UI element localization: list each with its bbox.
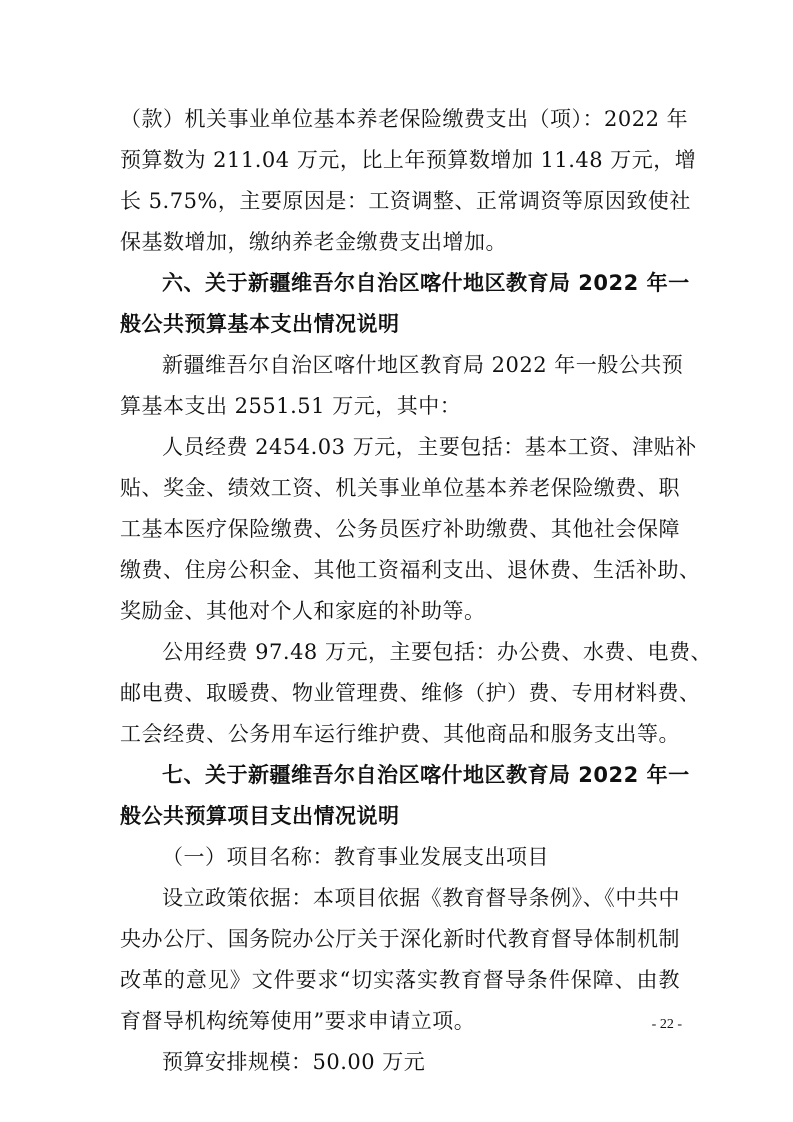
paragraph-line: 人员经费 2454.03 万元，主要包括：基本工资、津贴补: [162, 435, 697, 459]
paragraph-line: （款）机关事业单位基本养老保险缴费支出（项）：2022 年: [120, 107, 689, 131]
section-heading: 般公共预算项目支出情况说明: [120, 804, 400, 828]
section-heading: 七、关于新疆维吾尔自治区喀什地区教育局 2022 年一: [162, 763, 690, 787]
section-heading: 般公共预算基本支出情况说明: [120, 312, 400, 336]
paragraph-line: 育督导机构统筹使用”要求申请立项。: [120, 1009, 476, 1033]
paragraph-line: 长 5.75%，主要原因是：工资调整、正常调资等原因致使社: [120, 189, 691, 213]
budget-scale: 预算安排规模：50.00 万元: [162, 1050, 426, 1074]
paragraph-line: 保基数增加，缴纳养老金缴费支出增加。: [120, 230, 507, 254]
section-heading: 六、关于新疆维吾尔自治区喀什地区教育局 2022 年一: [162, 271, 690, 295]
paragraph-line: 预算数为 211.04 万元，比上年预算数增加 11.48 万元，增: [120, 148, 697, 172]
paragraph-line: 央办公厅、国务院办公厅关于深化新时代教育督导体制机制: [120, 927, 680, 951]
paragraph-line: 算基本支出 2551.51 万元，其中：: [120, 394, 462, 418]
paragraph-line: 工会经费、公务用车运行维护费、其他商品和服务支出等。: [120, 722, 680, 746]
paragraph-line: 工基本医疗保险缴费、公务员医疗补助缴费、其他社会保障: [120, 517, 680, 541]
paragraph-line: 公用经费 97.48 万元，主要包括：办公费、水费、电费、: [162, 640, 712, 664]
paragraph-line: 新疆维吾尔自治区喀什地区教育局 2022 年一般公共预: [162, 353, 684, 377]
paragraph-line: 邮电费、取暖费、物业管理费、维修（护）费、专用材料费、: [120, 681, 701, 705]
paragraph-line: 奖励金、其他对个人和家庭的补助等。: [120, 599, 486, 623]
page-number: - 22 -: [651, 1017, 682, 1032]
paragraph-line: 改革的意见》文件要求“切实落实教育督导条件保障、由教: [120, 968, 680, 992]
paragraph-line: 缴费、住房公积金、其他工资福利支出、退休费、生活补助、: [120, 558, 701, 582]
paragraph-line: 贴、奖金、绩效工资、机关事业单位基本养老保险缴费、职: [120, 476, 680, 500]
project-name: （一）项目名称：教育事业发展支出项目: [162, 845, 549, 869]
paragraph-line: 设立政策依据：本项目依据《教育督导条例》、《中共中: [162, 886, 680, 910]
